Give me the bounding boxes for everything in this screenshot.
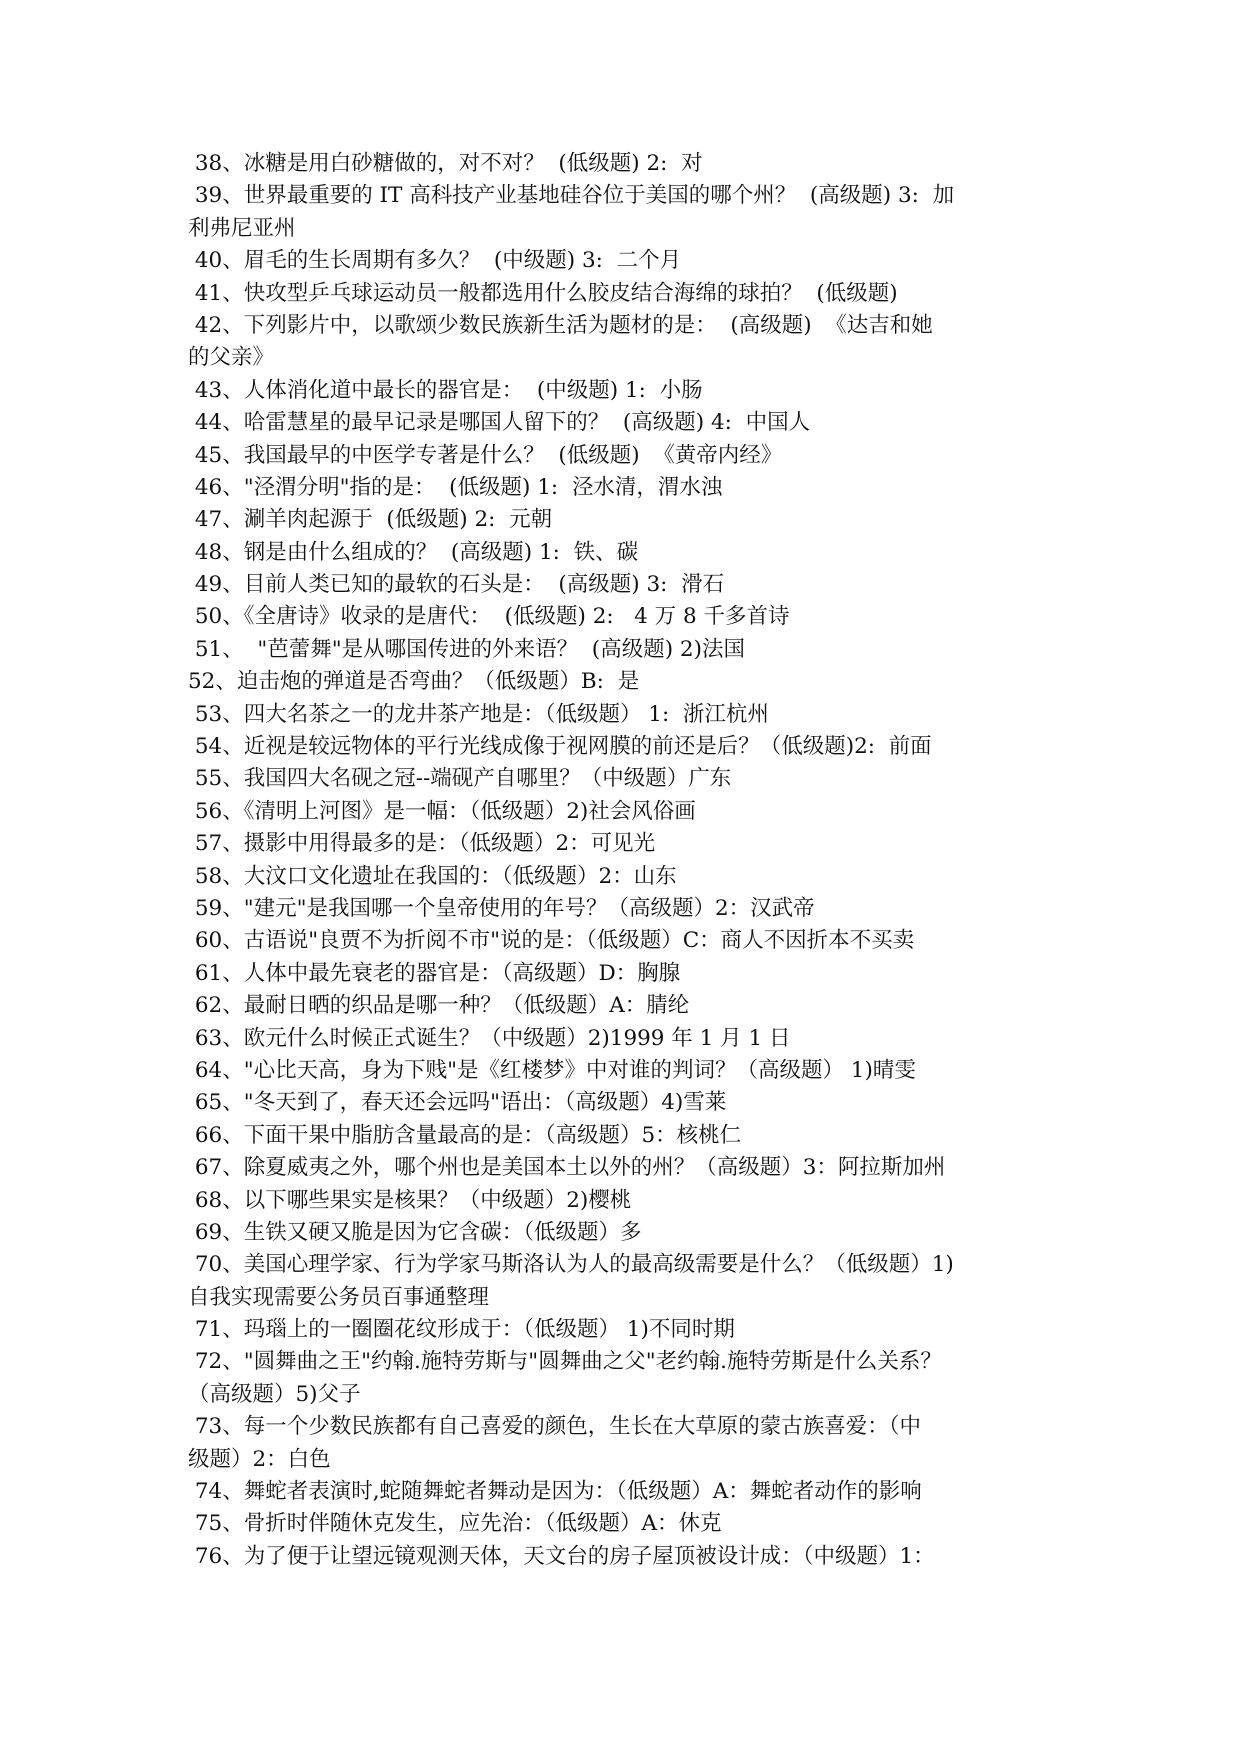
text-line: 48、钢是由什么组成的？ (高级题) 1: 铁、碳 — [188, 539, 639, 565]
text-line: 74、舞蛇者表演时,蛇随舞蛇者舞动是因为：（低级题）A：舞蛇者动作的影响 — [188, 1479, 922, 1505]
text-line: 50、《全唐诗》收录的是唐代： (低级题) 2: 4 万 8 千多首诗 — [188, 604, 790, 630]
text-line: 73、每一个少数民族都有自己喜爱的颜色，生长在大草原的蒙古族喜爱：（中 — [188, 1414, 921, 1440]
text-line: 65、"冬天到了，春天还会远吗"语出：（高级题）4)雪莱 — [188, 1090, 727, 1116]
text-line: 60、古语说"良贾不为折阅不市"说的是：（低级题）C：商人不因折本不买卖 — [188, 928, 915, 954]
text-line: 自我实现需要公务员百事通整理 — [188, 1284, 490, 1310]
text-line: 52、迫击炮的弹道是否弯曲？（低级题）B: 是 — [188, 669, 640, 695]
text-line: 44、哈雷慧星的最早记录是哪国人留下的？ (高级题) 4: 中国人 — [188, 410, 811, 436]
text-line: 39、世界最重要的 IT 高科技产业基地硅谷位于美国的哪个州？ (高级题) 3: 加 — [188, 183, 955, 209]
text-line: 58、大汶口文化遗址在我国的：（低级题）2：山东 — [188, 863, 677, 889]
text-line: 67、除夏威夷之外，哪个州也是美国本土以外的州？（高级题）3：阿拉斯加州 — [188, 1155, 946, 1181]
text-line: 级题）2：白色 — [188, 1446, 331, 1472]
text-line: 59、"建元"是我国哪一个皇帝使用的年号？（高级题）2：汉武帝 — [188, 895, 815, 921]
document-body — [188, 148, 1058, 1573]
text-line: （高级题）5)父子 — [188, 1381, 361, 1407]
text-line: 49、目前人类已知的最软的石头是： (高级题) 3: 滑石 — [188, 572, 725, 598]
text-line: 46、"泾渭分明"指的是： (低级题) 1: 泾水清，渭水浊 — [188, 474, 723, 500]
text-line: 75、骨折时伴随休克发生，应先治：（低级题）A：休克 — [188, 1511, 722, 1537]
text-line: 利弗尼亚州 — [188, 215, 296, 241]
text-line: 72、"圆舞曲之王"约翰.施特劳斯与"圆舞曲之父"老约翰.施特劳斯是什么关系？ — [188, 1349, 942, 1375]
text-line: 76、为了便于让望远镜观测天体，天文台的房子屋顶被设计成：（中级题）1： — [188, 1543, 935, 1569]
text-line: 66、下面干果中脂肪含量最高的是：（高级题）5：核桃仁 — [188, 1122, 742, 1148]
text-line: 68、以下哪些果实是核果？（中级题）2)樱桃 — [188, 1187, 632, 1213]
text-line: 64、"心比天高，身为下贱"是《红楼梦》中对谁的判词？（高级题） 1)晴雯 — [188, 1057, 916, 1083]
text-line: 51、 "芭蕾舞"是从哪国传进的外来语？ (高级题) 2)法国 — [188, 636, 745, 662]
text-line: 43、人体消化道中最长的器官是： (中级题) 1: 小肠 — [188, 377, 703, 403]
text-line: 38、冰糖是用白砂糖做的，对不对？ (低级题) 2: 对 — [188, 151, 703, 176]
text-line: 62、最耐日晒的织品是哪一种？（低级题）A：腈纶 — [188, 993, 690, 1019]
text-line: 40、眉毛的生长周期有多久？ (中级题) 3: 二个月 — [188, 248, 682, 274]
text-line: 69、生铁又硬又脆是因为它含碳：（低级题）多 — [188, 1219, 642, 1245]
text-line: 53、四大名茶之一的龙井茶产地是：（低级题） 1: 浙江杭州 — [188, 701, 769, 727]
text-line: 45、我国最早的中医学专著是什么？ (低级题) 《黄帝内经》 — [188, 442, 783, 468]
text-line: 61、人体中最先衰老的器官是：（高级题）D：胸腺 — [188, 960, 681, 986]
text-line: 42、下列影片中，以歌颂少数民族新生活为题材的是： (高级题) 《达吉和她 — [188, 312, 933, 338]
text-line: 55、我国四大名砚之冠--端砚产自哪里？（中级题）广东 — [188, 766, 732, 792]
text-line: 41、快攻型乒乓球运动员一般都选用什么胶皮结合海绵的球拍？ (低级题) — [188, 280, 898, 306]
text-line: 54、近视是较远物体的平行光线成像于视网膜的前还是后？（低级题)2: 前面 — [188, 734, 932, 760]
text-line: 70、美国心理学家、行为学家马斯洛认为人的最高级需要是什么？（低级题）1) — [188, 1252, 954, 1278]
text-line: 的父亲》 — [188, 345, 275, 371]
text-line: 47、涮羊肉起源于 (低级题) 2: 元朝 — [188, 507, 553, 533]
text-line: 57、摄影中用得最多的是：（低级题）2：可见光 — [188, 831, 656, 857]
text-line: 63、欧元什么时候正式诞生？（中级题）2)1999 年 1 月 1 日 — [188, 1025, 791, 1051]
text-line: 56、《清明上河图》是一幅：（低级题）2)社会风俗画 — [188, 798, 696, 824]
text-line: 71、玛瑙上的一圈圈花纹形成于：（低级题） 1)不同时期 — [188, 1317, 735, 1343]
